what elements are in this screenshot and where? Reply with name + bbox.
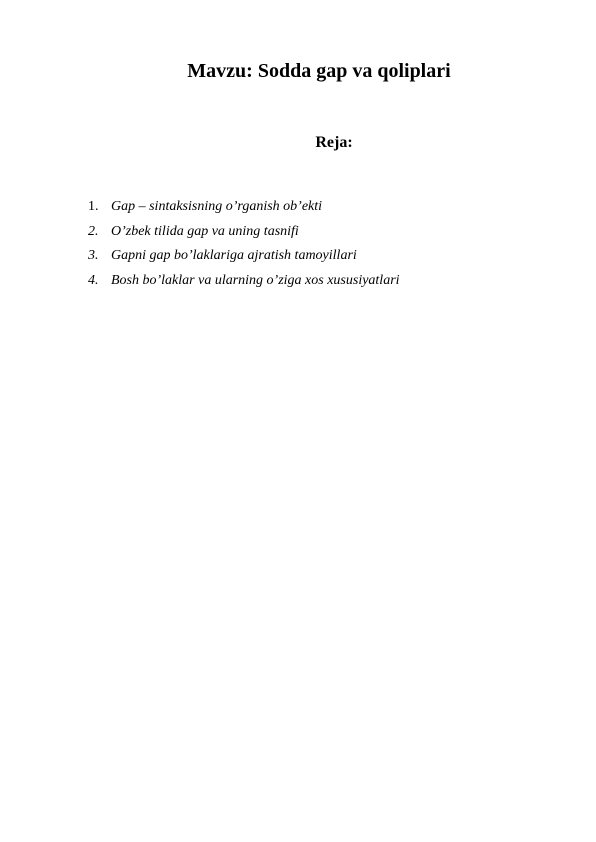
list-item-text: Gap – sintaksisning o’rganish ob’ekti (111, 199, 323, 214)
list-item (88, 269, 400, 294)
list-item-number: 3. (88, 248, 99, 263)
list-item-number: 1. (88, 199, 99, 214)
list-item-number: 4. (88, 272, 99, 288)
list-item-number: 2. (88, 223, 99, 239)
list-item (88, 220, 400, 245)
list-item-text: O’zbek tilida gap va uning tasnifi (111, 223, 299, 239)
list-item-text: Bosh bo’laklar va ularning o’ziga xos xususiyatlari (111, 272, 400, 288)
list-item-text: Gapni gap bo’laklariga ajratish tamoyillari (111, 248, 357, 263)
plan-heading: Reja: (315, 134, 353, 151)
page-title: Mavzu: Sodda gap va qoliplari (187, 60, 451, 82)
list-item (88, 244, 400, 269)
list-item (88, 195, 400, 220)
plan-list (88, 195, 400, 293)
